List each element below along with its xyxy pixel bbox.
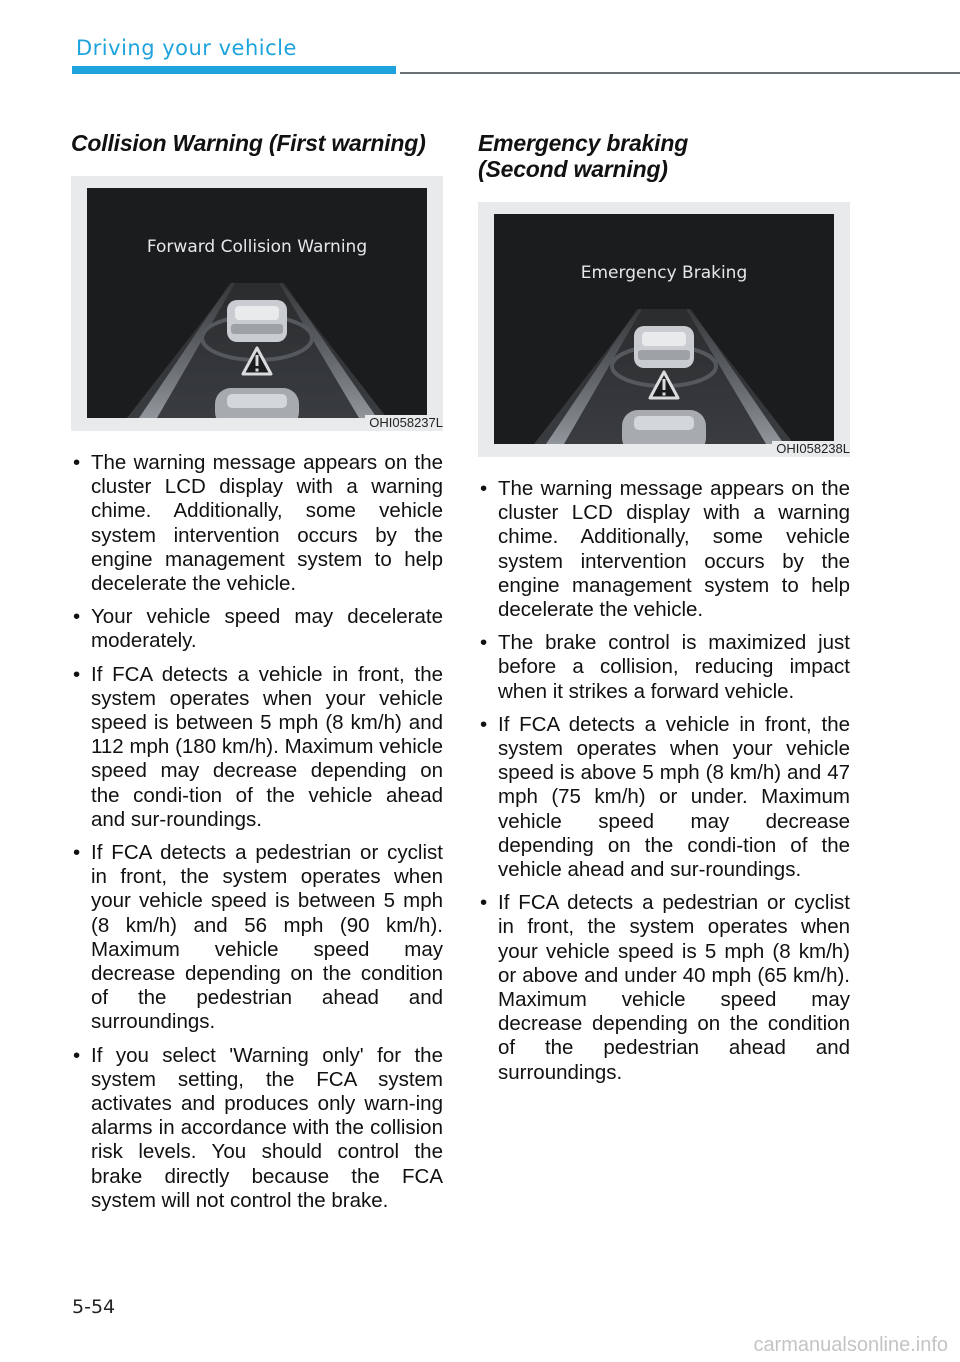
figure-code: OHI058237L	[365, 415, 443, 430]
cluster-display-graphic	[494, 214, 834, 444]
own-car-icon	[215, 388, 299, 418]
title-line-2: (Second warning)	[478, 156, 668, 182]
list-item: • If FCA detects a vehicle in front, the system operates when your vehicle speed is between 5 mph (8 km/h) and 112 mph (180 km/h). Maximum vehicle speed may decrease depending on the condi-tion of the vehicle ahead and sur-roundings.	[71, 663, 443, 832]
emergency-braking-title	[478, 130, 850, 182]
list-item: • If FCA detects a vehicle in front, the system operates when your vehicle speed is above 5 mph (8 km/h) and 47 mph (75 km/h) or under. Maximum vehicle speed may decrease depending on the condi-tion of the vehicle ahead and sur-roundings.	[478, 713, 850, 882]
car-ahead-icon	[634, 326, 694, 368]
list-item: • The warning message appears on the cluster LCD display with a warning chime. Additionally, some vehicle system intervention occurs by the engine management system to help decelerate the vehicle.	[478, 477, 850, 622]
right-bullet-list	[478, 477, 850, 1085]
cluster-display	[494, 214, 834, 444]
list-item: • If FCA detects a pedestrian or cyclist in front, the system operates when your vehicle speed is between 5 mph (8 km/h) and 56 mph (90 km/h). Maximum vehicle speed may decrease depending on the condition of the pedestrian ahead and surroundings.	[71, 841, 443, 1035]
list-item: • The brake control is maximized just before a collision, reducing impact when it strikes a forward vehicle.	[478, 631, 850, 704]
collision-warning-title: Collision Warning (First warning)	[71, 130, 426, 156]
list-item: • Your vehicle speed may decelerate moderately.	[71, 605, 443, 653]
cluster-display	[87, 188, 427, 418]
header-divider	[400, 72, 960, 74]
screen-message: Forward Collision Warning	[146, 237, 368, 257]
list-item: • If you select 'Warning only' for the system setting, the FCA system activates and produces only warn-ing alarms in accordance with the collision risk levels. You should control the brake directly because the FCA system will not control the brake.	[71, 1044, 443, 1213]
forward-collision-warning-figure	[71, 176, 443, 431]
watermark: carmanualsonline.info	[753, 1334, 948, 1356]
right-column	[478, 130, 850, 1094]
left-bullet-list	[71, 451, 443, 1213]
header-accent-bar	[72, 66, 396, 74]
emergency-braking-figure	[478, 202, 850, 457]
screen-message: Emergency Braking	[580, 263, 748, 283]
cluster-display-graphic	[87, 188, 427, 418]
car-ahead-icon	[227, 300, 287, 342]
list-item: • The warning message appears on the cluster LCD display with a warning chime. Additionally, some vehicle system intervention occurs by the engine management system to help decelerate the vehicle.	[71, 451, 443, 596]
section-header-title: Driving your vehicle	[76, 36, 297, 60]
left-column	[71, 130, 443, 1222]
figure-code: OHI058238L	[772, 441, 850, 456]
own-car-icon	[622, 410, 706, 444]
title-line-1: Emergency braking	[478, 130, 689, 156]
list-item: • If FCA detects a pedestrian or cyclist in front, the system operates when your vehicle speed is 5 mph (8 km/h) or above and under 40 mph (65 km/h). Maximum vehicle speed may decrease depending on the condition of the pedestrian ahead and surroundings.	[478, 891, 850, 1085]
page-number: 5-54	[72, 1296, 116, 1318]
